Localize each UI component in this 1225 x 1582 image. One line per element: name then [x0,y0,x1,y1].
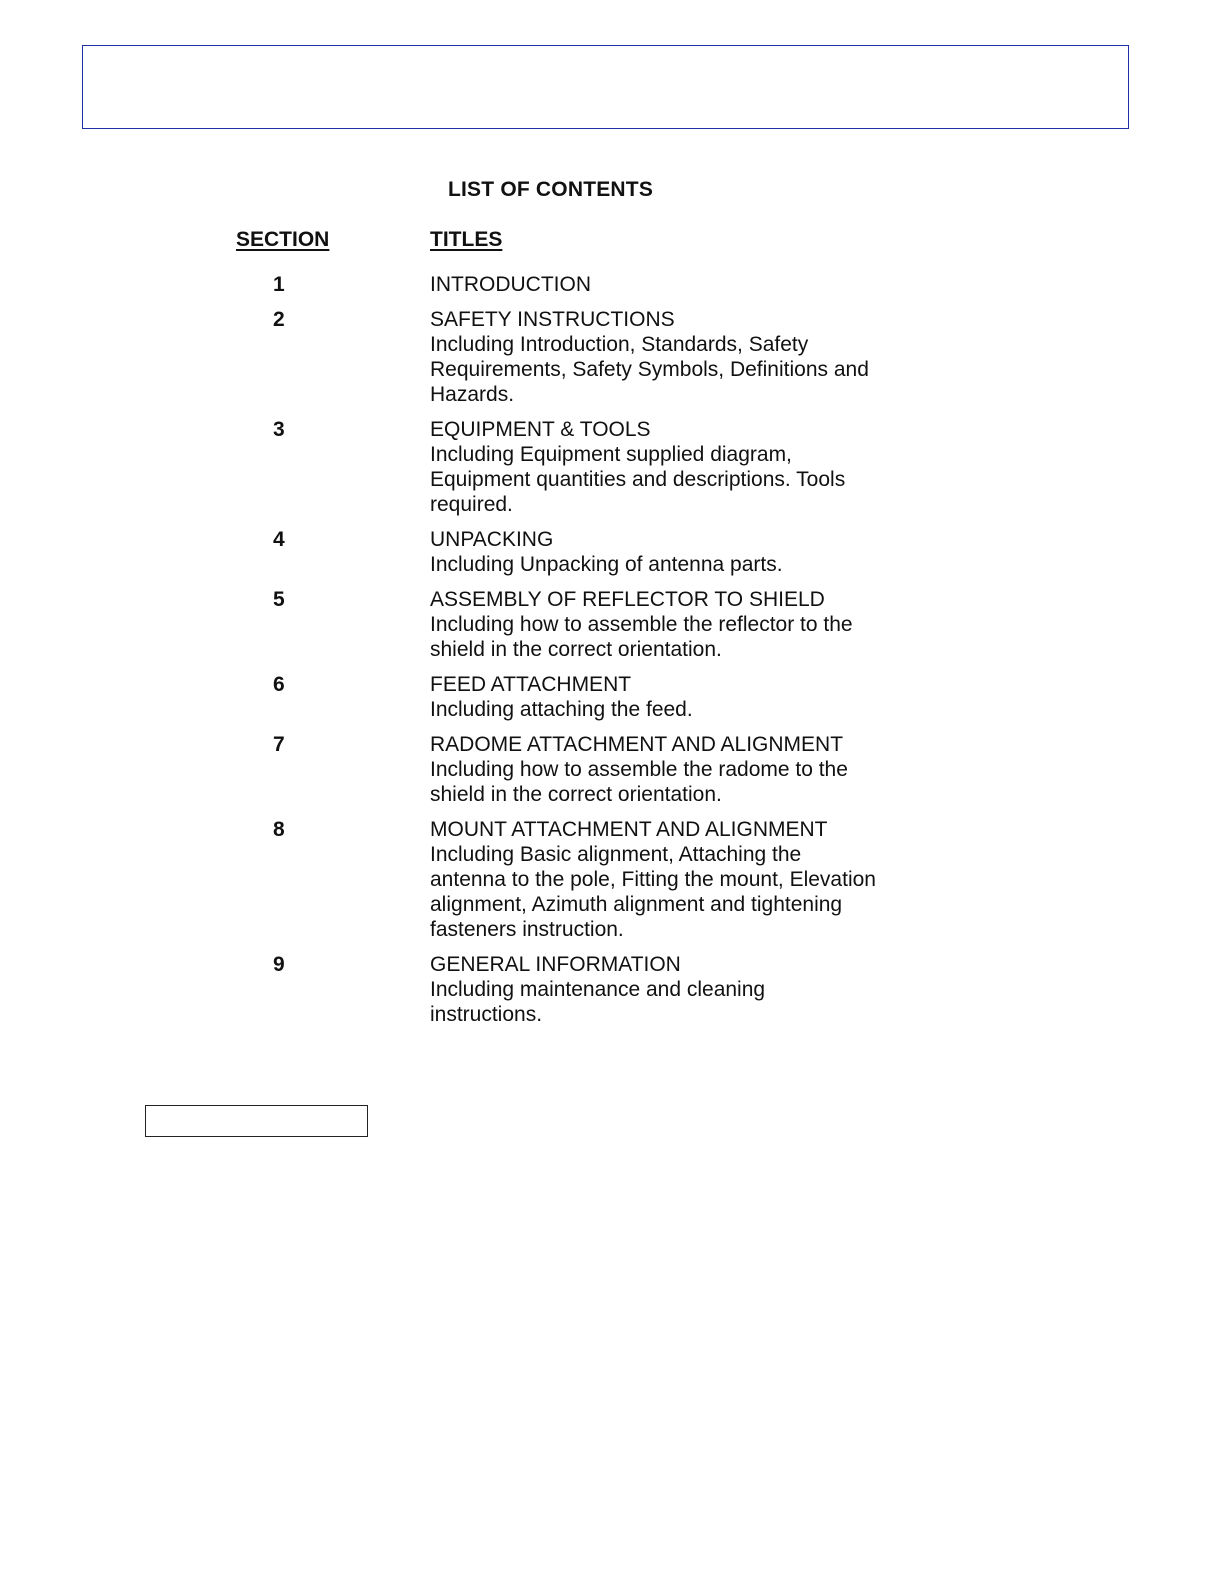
section-number: 9 [273,953,285,976]
section-description: Including Unpacking of antenna parts. [430,553,783,576]
entry-text [430,272,880,297]
page-title: LIST OF CONTENTS [448,178,654,201]
header-frame [82,45,1129,129]
section-title: ASSEMBLY OF REFLECTOR TO SHIELD [430,588,825,611]
section-description: Including Introduction, Standards, Safety Requirements, Safety Symbols, Definitions and Hazards. [430,333,869,406]
section-title: RADOME ATTACHMENT AND ALIGNMENT [430,733,844,756]
section-title: SAFETY INSTRUCTIONS [430,308,675,331]
entry-text [430,732,880,807]
footer-frame [145,1105,368,1137]
entry-text [430,307,880,407]
section-title: FEED ATTACHMENT [430,673,632,696]
section-description: Including how to assemble the reflector to the shield in the correct orientation. [430,613,853,661]
section-number: 4 [273,528,285,551]
section-title: INTRODUCTION [430,273,591,296]
contents-list [0,272,1225,1037]
section-title: EQUIPMENT & TOOLS [430,418,651,441]
entry-text [430,672,880,722]
contents-entry [0,952,1225,1027]
entry-text [430,587,880,662]
section-number: 2 [273,308,285,331]
section-number: 8 [273,818,285,841]
section-description: Including attaching the feed. [430,698,693,721]
section-title: MOUNT ATTACHMENT AND ALIGNMENT [430,818,828,841]
titles-column-header: TITLES [430,228,503,251]
contents-entry [0,307,1225,407]
entry-text [430,527,880,577]
entry-text [430,417,880,517]
contents-entry [0,272,1225,297]
contents-entry [0,417,1225,517]
section-title: GENERAL INFORMATION [430,953,681,976]
section-number: 3 [273,418,285,441]
section-number: 6 [273,673,285,696]
entry-text [430,952,880,1027]
section-column-header: SECTION [236,228,330,251]
contents-entry [0,817,1225,942]
section-description: Including maintenance and cleaning instructions. [430,978,766,1026]
section-number: 5 [273,588,285,611]
section-description: Including Basic alignment, Attaching the antenna to the pole, Fitting the mount, Elevation alignment, Azimuth alignment and tightening fasteners instruction. [430,843,876,941]
section-description: Including how to assemble the radome to the shield in the correct orientation. [430,758,848,806]
contents-entry [0,587,1225,662]
contents-entry [0,527,1225,577]
section-title: UNPACKING [430,528,554,551]
contents-entry [0,672,1225,722]
entry-text [430,817,880,942]
section-description: Including Equipment supplied diagram, Equipment quantities and descriptions. Tools required. [430,443,846,516]
contents-entry [0,732,1225,807]
section-number: 1 [273,273,285,296]
section-number: 7 [273,733,285,756]
